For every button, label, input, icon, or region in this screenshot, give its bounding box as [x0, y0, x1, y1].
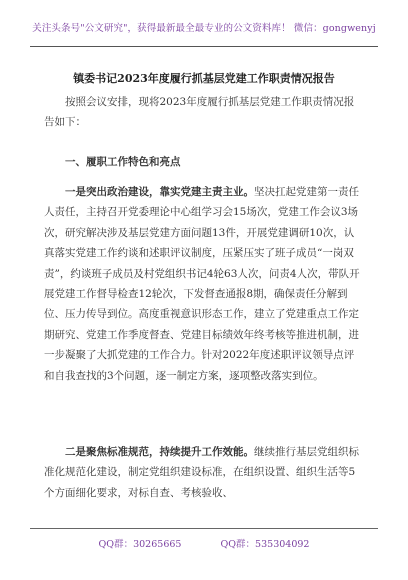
paragraph-body: 坚决扛起党建第一责任人责任，主持召开党委理论中心组学习会15场次，党建工作会议3场次，研究解决涉及基层党建方面问题13件，开展党建调研10次，认真落实党建工作约谈和述职评议制度，压紧压实了班子成员“一岗双责”，约谈班子成员及村党组织书记4轮63人次，问责4人次，带队开展党建工作督导检查12轮次，下发督查通报8期，确保责任分解到位、压力传导到位。高度重视意识形态工作，建立了党建重点工作定期研究、党建工作季度督查、党建目标绩效年终考核等推进机制，进一步凝聚了大抓党建的工作合力。针对2022年度述职评议领导点评和自我查找的3个问题，逐一制定方案，逐项整改落实到位。	[44, 186, 360, 382]
paragraph-political-building	[44, 182, 364, 386]
footer-qq-group-1: QQ群：30265665	[98, 539, 182, 550]
section-heading-text: 一、履职工作特色和亮点	[65, 156, 181, 168]
paragraph-body: 继续推行基层党组织标准化规范化建设，制定党组织建设标准，在组织设置、组织生活等5个方面细化要求，对标自查、考核验收、	[44, 446, 359, 499]
footer-qq-group-2: QQ群：535304092	[220, 539, 310, 550]
header-promo-note: 关注头条号"公文研究"，获得最新最全最专业的公文资料库！ 微信：gongwenyj	[32, 23, 376, 34]
footer-divider	[30, 528, 378, 529]
intro-paragraph	[44, 92, 364, 133]
section-heading	[44, 152, 364, 172]
footer-contacts	[0, 536, 408, 550]
intro-text: 按照会议安排，现将2023年度履行抓基层党建工作职责情况报告如下：	[44, 96, 355, 129]
paragraph-standards	[44, 442, 364, 503]
document-title: 镇委书记2023年度履行抓基层党建工作职责情况报告	[73, 72, 335, 85]
paragraph-lead: 一是突出政治建设，靠实党建主责主业。	[65, 186, 254, 198]
paragraph-lead: 二是聚焦标准规范，持续提升工作效能。	[65, 446, 254, 458]
header-divider	[30, 46, 378, 47]
